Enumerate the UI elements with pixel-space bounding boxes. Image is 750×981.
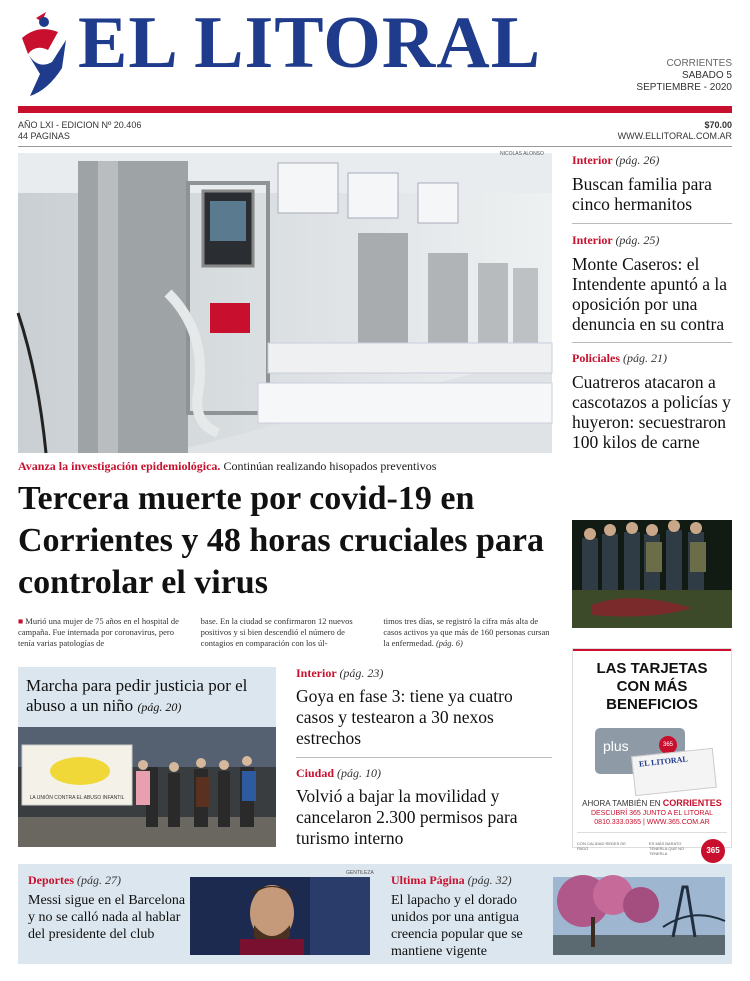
photo-credit: NICOLAS ALONSO — [500, 151, 544, 157]
card-label: plus — [603, 738, 629, 754]
right-story-1[interactable] — [572, 153, 732, 214]
story-title[interactable]: Messi sigue en el Barcelona y no se calló nada al hablar del presidente del club — [28, 893, 186, 942]
price: $70.00 — [704, 120, 732, 130]
page-count: 44 PAGINAS — [18, 131, 70, 141]
lead-column-1 — [18, 616, 187, 649]
lead-text-1: Murió una mujer de 75 años en el hospital de campaña. Fue internada por coronavirus, pero tenía varias patologías de — [18, 616, 179, 648]
story-title[interactable]: Buscan familia para cinco hermanitos — [572, 174, 712, 214]
main-photo[interactable] — [18, 153, 552, 453]
marcha-title-text: Marcha para pedir justicia por el abuso a un niño — [26, 676, 248, 715]
photo-credit: GENTILEZA — [346, 870, 374, 876]
lead-column-3 — [383, 616, 552, 649]
masthead-divider — [18, 146, 732, 147]
marcha-page-ref: (pág. 20) — [137, 700, 182, 714]
mid-column — [296, 666, 552, 849]
right-story-2[interactable] — [572, 233, 732, 334]
mid-story-1[interactable] — [296, 666, 552, 749]
kicker-text: Continúan realizando hisopados preventivos — [223, 459, 437, 473]
year-edition: AÑO LXI - EDICION Nº 20.406 — [18, 120, 142, 130]
ad-line3[interactable]: 0810.333.0365 | WWW.365.COM.AR — [594, 819, 710, 826]
price-info — [618, 120, 732, 142]
edition-day: SABADO 5 — [681, 70, 732, 81]
ad-line2: DESCUBRÍ 365 JUNTO A EL LITORAL — [590, 810, 714, 817]
website-link[interactable]: WWW.ELLITORAL.COM.AR — [617, 131, 732, 141]
story-title[interactable]: Monte Caseros: el Intendente apuntó a la oposición por una denuncia en su contra — [572, 254, 728, 334]
advertisement[interactable] — [572, 648, 732, 856]
section-label: Interior (pág. 25) — [572, 233, 660, 247]
messi-photo[interactable] — [190, 877, 370, 955]
card-brand-icon: 365 — [659, 736, 677, 754]
story-title[interactable]: Goya en fase 3: tiene ya cuatro casos y testearon a 30 nexos estrechos — [296, 686, 513, 748]
edition-meta — [18, 120, 141, 142]
main-kicker — [18, 459, 552, 474]
divider — [572, 223, 732, 224]
main-lead — [18, 616, 552, 649]
kicker-highlight: Avanza la investigación epidemiológica. — [18, 459, 221, 473]
ad-headline: LAS TARJETAS CON MÁS BENEFICIOS — [596, 660, 708, 713]
ad-newspaper — [631, 748, 717, 796]
right-column — [572, 153, 732, 452]
ad-divider — [577, 832, 727, 833]
bullet-icon: ■ — [18, 616, 26, 626]
section-label: Interior (pág. 23) — [296, 666, 384, 680]
policiales-photo[interactable] — [572, 520, 732, 628]
ad-fine-left: CON CALIDAD REDES DE PAGO — [577, 841, 626, 851]
masthead-title[interactable]: EL LITORAL — [78, 2, 542, 84]
ad-paper-name: EL LITORAL — [638, 754, 689, 769]
ad-fine-right: ES MÁS BARATO TENERLA QUE NO TENERLA — [649, 841, 685, 856]
section-label: Policiales (pág. 21) — [572, 351, 667, 365]
marcha-headline[interactable] — [26, 676, 271, 717]
ad-top-rule — [573, 649, 731, 651]
lapacho-photo[interactable] — [553, 877, 725, 955]
masthead-rule — [18, 106, 732, 113]
divider — [572, 342, 732, 343]
ad-card-visual — [573, 722, 731, 792]
story-title[interactable]: Cuatreros atacaron a cascotazos a policías y huyeron: secuestraron 100 kilos de carne — [572, 372, 731, 452]
section-label: Ciudad (pág. 10) — [296, 766, 382, 780]
bottom-story-ultima[interactable] — [391, 873, 551, 960]
story-title[interactable]: El lapacho y el dorado unidos por una antigua creencia popular que se mantiene vigente — [391, 893, 523, 959]
marcha-photo[interactable] — [18, 727, 276, 847]
lead-column-2: base. En la ciudad se confirmaron 12 nuevos positivos y si bien descendió el número de contagios en comparación con los úl- — [200, 616, 353, 648]
bottom-story-deportes[interactable] — [28, 873, 188, 943]
edition-city: CORRIENTES — [666, 58, 732, 69]
banner-text: LA UNIÓN CONTRA EL ABUSO INFANTIL — [29, 795, 125, 801]
lead-text-3: timos tres días, se registró la cifra más alta de casos activos ya que más de 160 personas cursan la enfermedad. — [383, 616, 550, 648]
story-title[interactable]: Volvió a bajar la movilidad y cancelaron 2.300 permisos para turismo interno — [296, 786, 518, 848]
divider — [296, 757, 552, 758]
mid-story-2[interactable] — [296, 766, 552, 849]
section-label: Interior (pág. 26) — [572, 153, 660, 167]
edition-date: SEPTIEMBRE - 2020 — [636, 82, 732, 93]
edition-info — [636, 58, 732, 94]
right-story-3[interactable] — [572, 351, 732, 452]
section-label: Deportes (pág. 27) — [28, 873, 121, 887]
section-label: Ultima Página (pág. 32) — [391, 873, 512, 887]
ad-line1: AHORA TAMBIÉN EN CORRIENTES — [582, 798, 722, 808]
masthead-logo-icon[interactable] — [18, 10, 70, 100]
ad-logo-icon: 365 — [701, 839, 725, 863]
lead-page-ref: (pág. 6) — [435, 638, 463, 648]
main-headline[interactable]: Tercera muerte por covid-19 en Corrientes y 48 horas cruciales para controlar el virus — [18, 480, 544, 601]
